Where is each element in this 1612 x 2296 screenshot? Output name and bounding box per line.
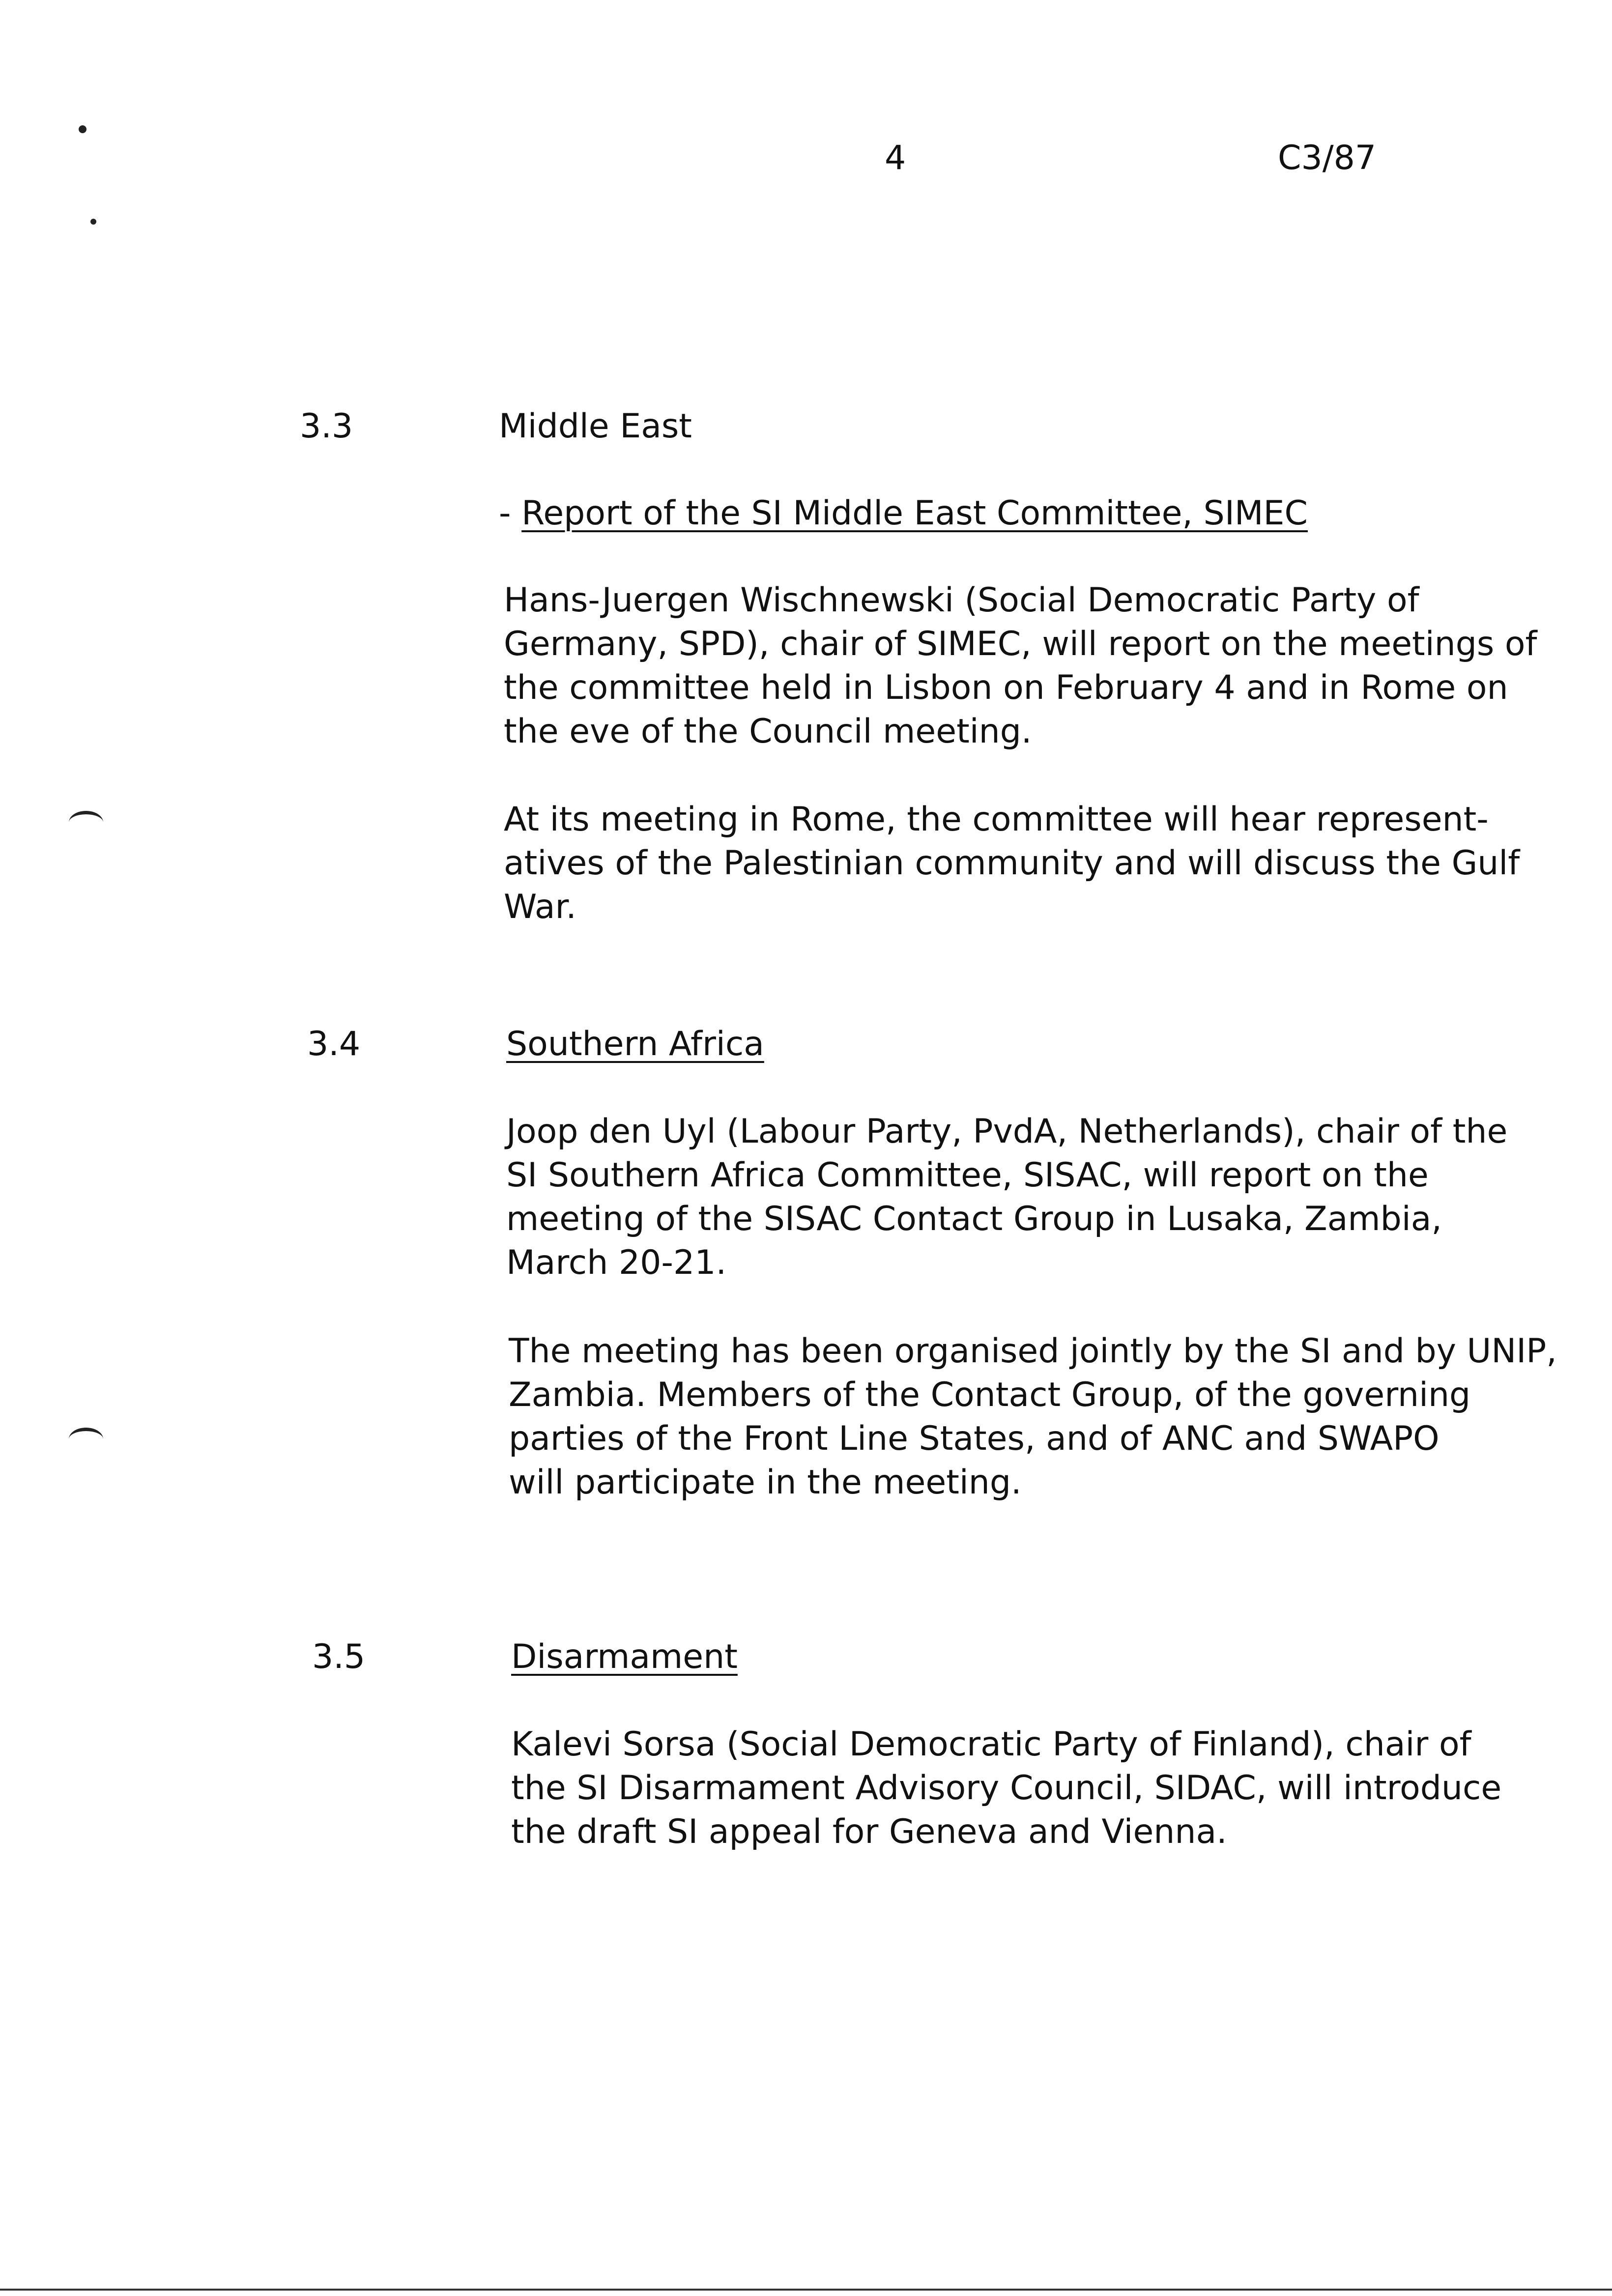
punch-hole-mark bbox=[69, 1428, 103, 1451]
paragraph-line: Kalevi Sorsa (Social Democratic Party of Finland), chair of bbox=[511, 1725, 1471, 1764]
paragraph-line: At its meeting in Rome, the committee will hear represent- bbox=[504, 800, 1489, 839]
paragraph-line: Hans-Juergen Wischnewski (Social Democratic Party of bbox=[504, 581, 1419, 620]
section-subheading bbox=[499, 494, 1308, 533]
subheading-text: Report of the SI Middle East Committee, SIMEC bbox=[521, 494, 1308, 533]
paragraph-line: Joop den Uyl (Labour Party, PvdA, Netherlands), chair of the bbox=[506, 1112, 1508, 1151]
paragraph-line: Germany, SPD), chair of SIMEC, will report on the meetings of bbox=[504, 625, 1537, 663]
subheading-dash: - bbox=[499, 494, 522, 533]
page-number: 4 bbox=[885, 139, 906, 177]
paragraph-line: The meeting has been organised jointly by the SI and by UNIP, bbox=[509, 1332, 1557, 1371]
paragraph-line: SI Southern Africa Committee, SISAC, will report on the bbox=[506, 1156, 1429, 1195]
section-number: 3.3 bbox=[300, 407, 353, 446]
paragraph-line: meeting of the SISAC Contact Group in Lusaka, Zambia, bbox=[506, 1200, 1442, 1238]
paragraph-line: the draft SI appeal for Geneva and Vienna. bbox=[511, 1812, 1227, 1851]
section-number: 3.4 bbox=[307, 1025, 361, 1063]
section-number: 3.5 bbox=[312, 1637, 366, 1676]
paragraph-line: will participate in the meeting. bbox=[509, 1463, 1022, 1502]
paragraph bbox=[509, 1329, 1557, 1504]
paragraph-line: March 20-21. bbox=[506, 1243, 727, 1282]
paragraph bbox=[504, 578, 1537, 753]
section-title: Middle East bbox=[499, 407, 692, 446]
paragraph bbox=[511, 1722, 1502, 1854]
section-title: Disarmament bbox=[511, 1637, 738, 1676]
document-reference: C3/87 bbox=[1278, 139, 1377, 177]
paragraph-line: parties of the Front Line States, and of ANC and SWAPO bbox=[509, 1419, 1439, 1458]
paragraph-line: War. bbox=[504, 888, 576, 926]
paragraph bbox=[506, 1110, 1508, 1285]
paragraph-line: atives of the Palestinian community and will discuss the Gulf bbox=[504, 844, 1520, 883]
page-bottom-edge bbox=[0, 2289, 1612, 2291]
punch-hole-mark bbox=[69, 811, 103, 834]
paragraph-line: the eve of the Council meeting. bbox=[504, 712, 1032, 751]
section-title: Southern Africa bbox=[506, 1025, 764, 1063]
scan-dot bbox=[79, 125, 86, 133]
paragraph-line: the committee held in Lisbon on February 4 and in Rome on bbox=[504, 668, 1508, 707]
paragraph bbox=[504, 798, 1520, 929]
paragraph-line: Zambia. Members of the Contact Group, of the governing bbox=[509, 1376, 1471, 1414]
scan-dot bbox=[90, 219, 96, 225]
paragraph-line: the SI Disarmament Advisory Council, SIDAC, will introduce bbox=[511, 1769, 1502, 1808]
